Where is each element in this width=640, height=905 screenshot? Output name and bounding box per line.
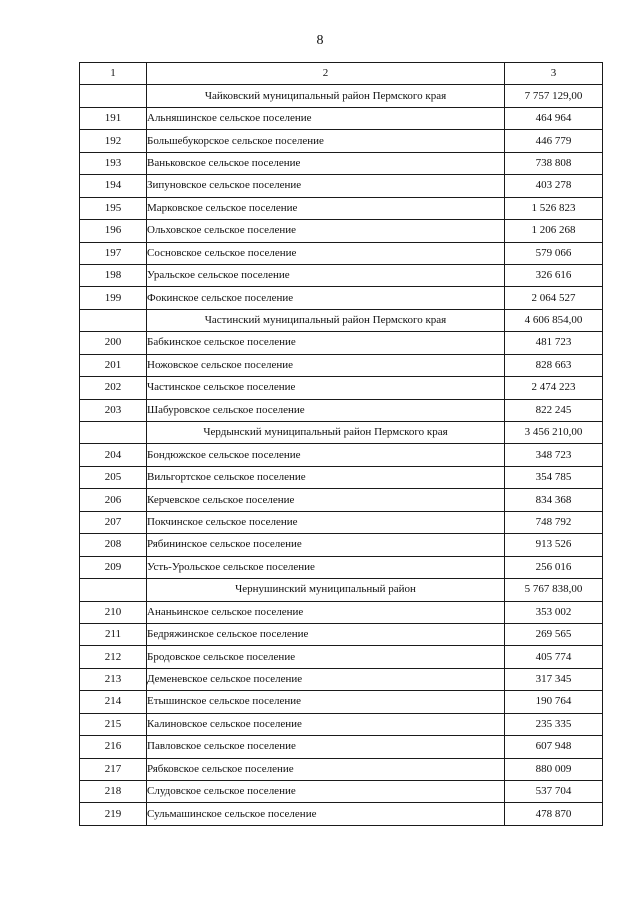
table-row — [80, 197, 603, 219]
settlement-name: Большебукорское сельское поселение — [147, 130, 505, 152]
settlement-name: Зипуновское сельское поселение — [147, 175, 505, 197]
district-blank-cell — [80, 579, 147, 601]
table-row — [80, 668, 603, 690]
row-number: 207 — [80, 511, 147, 533]
row-number: 214 — [80, 691, 147, 713]
settlement-name: Рябининское сельское поселение — [147, 534, 505, 556]
header-row — [80, 63, 603, 85]
settlement-name: Рябковское сельское поселение — [147, 758, 505, 780]
row-amount: 354 785 — [505, 466, 603, 488]
row-number: 206 — [80, 489, 147, 511]
row-amount: 822 245 — [505, 399, 603, 421]
row-number: 200 — [80, 332, 147, 354]
settlement-name: Сосновское сельское поселение — [147, 242, 505, 264]
row-number: 210 — [80, 601, 147, 623]
district-name: Частинский муниципальный район Пермского края — [147, 309, 505, 331]
row-number: 211 — [80, 623, 147, 645]
district-row — [80, 85, 603, 107]
settlement-name: Сульмашинское сельское поселение — [147, 803, 505, 825]
row-number: 212 — [80, 646, 147, 668]
table-row — [80, 466, 603, 488]
row-number: 216 — [80, 736, 147, 758]
district-blank-cell — [80, 309, 147, 331]
row-number: 191 — [80, 107, 147, 129]
row-amount: 579 066 — [505, 242, 603, 264]
settlement-name: Ананьинское сельское поселение — [147, 601, 505, 623]
settlement-name: Марковское сельское поселение — [147, 197, 505, 219]
settlement-name: Частинское сельское поселение — [147, 377, 505, 399]
table-row — [80, 534, 603, 556]
table-row — [80, 264, 603, 286]
row-amount: 2 064 527 — [505, 287, 603, 309]
settlement-name: Слудовское сельское поселение — [147, 781, 505, 803]
row-number: 193 — [80, 152, 147, 174]
row-amount: 913 526 — [505, 534, 603, 556]
row-amount: 403 278 — [505, 175, 603, 197]
table-row — [80, 107, 603, 129]
row-number: 208 — [80, 534, 147, 556]
table-row — [80, 242, 603, 264]
row-number: 204 — [80, 444, 147, 466]
district-row — [80, 309, 603, 331]
row-amount: 317 345 — [505, 668, 603, 690]
row-amount: 353 002 — [505, 601, 603, 623]
district-row — [80, 579, 603, 601]
row-amount: 880 009 — [505, 758, 603, 780]
table-row — [80, 152, 603, 174]
row-amount: 481 723 — [505, 332, 603, 354]
row-amount: 834 368 — [505, 489, 603, 511]
row-number: 203 — [80, 399, 147, 421]
row-amount: 269 565 — [505, 623, 603, 645]
row-amount: 235 335 — [505, 713, 603, 735]
settlement-name: Бондюжское сельское поселение — [147, 444, 505, 466]
settlement-name: Вильгортское сельское поселение — [147, 466, 505, 488]
row-number: 197 — [80, 242, 147, 264]
row-number: 195 — [80, 197, 147, 219]
table-row — [80, 377, 603, 399]
row-number: 213 — [80, 668, 147, 690]
district-total: 4 606 854,00 — [505, 309, 603, 331]
settlement-name: Ваньковское сельское поселение — [147, 152, 505, 174]
table-row — [80, 623, 603, 645]
row-amount: 405 774 — [505, 646, 603, 668]
table-row — [80, 691, 603, 713]
row-amount: 2 474 223 — [505, 377, 603, 399]
table-row — [80, 601, 603, 623]
settlement-name: Етышинское сельское поселение — [147, 691, 505, 713]
district-name: Чердынский муниципальный район Пермского края — [147, 422, 505, 444]
table-row — [80, 489, 603, 511]
settlement-name: Усть-Урольское сельское поселение — [147, 556, 505, 578]
table-row — [80, 220, 603, 242]
district-name: Чернушинский муниципальный район — [147, 579, 505, 601]
district-row — [80, 422, 603, 444]
settlement-name: Бедряжинское сельское поселение — [147, 623, 505, 645]
table-row — [80, 332, 603, 354]
row-number: 194 — [80, 175, 147, 197]
row-amount: 1 526 823 — [505, 197, 603, 219]
district-name: Чайковский муниципальный район Пермского края — [147, 85, 505, 107]
row-amount: 326 616 — [505, 264, 603, 286]
row-number: 217 — [80, 758, 147, 780]
row-number: 209 — [80, 556, 147, 578]
row-amount: 348 723 — [505, 444, 603, 466]
row-amount: 607 948 — [505, 736, 603, 758]
row-number: 202 — [80, 377, 147, 399]
row-number: 205 — [80, 466, 147, 488]
district-total: 7 757 129,00 — [505, 85, 603, 107]
table-row — [80, 803, 603, 825]
table-row — [80, 713, 603, 735]
settlement-name: Бродовское сельское поселение — [147, 646, 505, 668]
row-number: 201 — [80, 354, 147, 376]
budget-table — [79, 62, 603, 826]
table-body — [80, 63, 603, 826]
settlement-name: Павловское сельское поселение — [147, 736, 505, 758]
table-row — [80, 736, 603, 758]
settlement-name: Ножовское сельское поселение — [147, 354, 505, 376]
column-header-2: 2 — [147, 63, 505, 85]
district-total: 5 767 838,00 — [505, 579, 603, 601]
district-total: 3 456 210,00 — [505, 422, 603, 444]
row-amount: 190 764 — [505, 691, 603, 713]
row-amount: 738 808 — [505, 152, 603, 174]
settlement-name: Уральское сельское поселение — [147, 264, 505, 286]
table-row — [80, 287, 603, 309]
settlement-name: Альняшинское сельское поселение — [147, 107, 505, 129]
settlement-name: Деменевское сельское поселение — [147, 668, 505, 690]
row-amount: 828 663 — [505, 354, 603, 376]
row-amount: 1 206 268 — [505, 220, 603, 242]
table-row — [80, 758, 603, 780]
settlement-name: Керчевское сельское поселение — [147, 489, 505, 511]
row-amount: 478 870 — [505, 803, 603, 825]
row-number: 219 — [80, 803, 147, 825]
row-amount: 446 779 — [505, 130, 603, 152]
settlement-name: Калиновское сельское поселение — [147, 713, 505, 735]
row-number: 198 — [80, 264, 147, 286]
row-number: 192 — [80, 130, 147, 152]
table-row — [80, 646, 603, 668]
settlement-name: Бабкинское сельское поселение — [147, 332, 505, 354]
district-blank-cell — [80, 422, 147, 444]
column-header-1: 1 — [80, 63, 147, 85]
row-amount: 256 016 — [505, 556, 603, 578]
table-row — [80, 511, 603, 533]
table-row — [80, 354, 603, 376]
row-number: 215 — [80, 713, 147, 735]
row-number: 218 — [80, 781, 147, 803]
table-row — [80, 399, 603, 421]
table-row — [80, 175, 603, 197]
table-row — [80, 556, 603, 578]
row-number: 196 — [80, 220, 147, 242]
row-amount: 748 792 — [505, 511, 603, 533]
table-row — [80, 130, 603, 152]
settlement-name: Ольховское сельское поселение — [147, 220, 505, 242]
column-header-3: 3 — [505, 63, 603, 85]
row-amount: 464 964 — [505, 107, 603, 129]
table-row — [80, 781, 603, 803]
settlement-name: Покчинское сельское поселение — [147, 511, 505, 533]
district-blank-cell — [80, 85, 147, 107]
settlement-name: Шабуровское сельское поселение — [147, 399, 505, 421]
row-number: 199 — [80, 287, 147, 309]
settlement-name: Фокинское сельское поселение — [147, 287, 505, 309]
page-number: 8 — [316, 33, 324, 48]
table-row — [80, 444, 603, 466]
row-amount: 537 704 — [505, 781, 603, 803]
